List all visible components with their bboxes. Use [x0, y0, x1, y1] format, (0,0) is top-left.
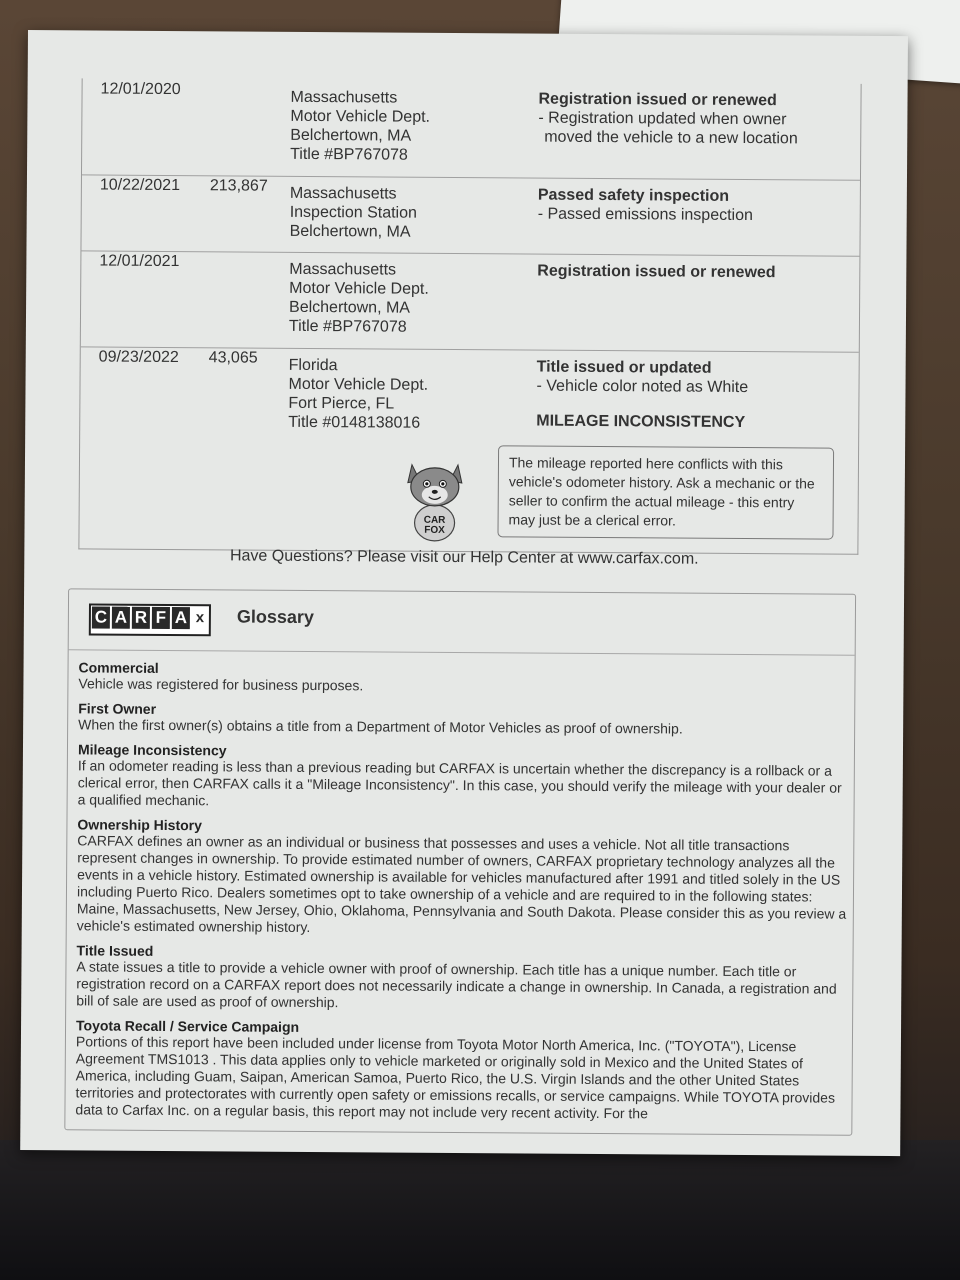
term-definition: CARFAX defines an owner as an individual or business that possesses and uses a vehicle. Not all title transactions represent changes in ownership. To provide estimated number of owners, CARFAX proprietary technology analyzes all the events in a vehicle history. Estimated ownership is available for vehicles manufactured after 1991 and titled solely in the US including Puerto Rico. Dealers sometimes opt to take ownership of a vehicle and are required to in the following states: Maine, Massachusetts, New Jersey, Ohio, Oklahoma, Pennsylvania and South Dakota. Please consider this as you review a vehicle's estimated ownership history.	[76, 832, 847, 935]
source-line: Belchertown, MA	[290, 126, 412, 145]
source-line: Motor Vehicle Dept.	[289, 279, 429, 298]
history-comments	[537, 262, 847, 283]
comment-detail: moved the vehicle to a new location	[544, 128, 798, 148]
comment-detail: - Registration updated when owner	[538, 109, 787, 129]
history-odometer: 213,867	[209, 177, 268, 195]
history-source	[290, 184, 418, 242]
term-name: Mileage Inconsistency	[77, 741, 227, 759]
glossary-term	[77, 816, 848, 939]
comment-heading: Registration issued or renewed	[538, 90, 777, 110]
carfox-mascot-icon	[397, 457, 472, 544]
term-definition: When the first owner(s) obtains a title from a Department of Motor Vehicles as proof of ownership.	[78, 716, 683, 737]
glossary-header	[69, 589, 855, 655]
history-comments	[538, 186, 848, 226]
term-name: Toyota Recall / Service Campaign	[75, 1017, 300, 1035]
carfax-report-page	[20, 30, 908, 1156]
history-source	[288, 356, 428, 433]
mascot-shirt-text: FOX	[424, 524, 445, 536]
source-line: Inspection Station	[289, 203, 417, 222]
comment-detail: - Passed emissions inspection	[537, 205, 754, 225]
history-row	[81, 174, 860, 256]
comment-heading: Title issued or updated	[536, 358, 712, 377]
source-line: Massachusetts	[289, 184, 397, 203]
source-line: Massachusetts	[290, 88, 398, 107]
history-date: 10/22/2021	[99, 176, 181, 195]
glossary-section	[64, 588, 856, 1135]
history-date: 12/01/2020	[100, 80, 181, 99]
term-name: First Owner	[78, 700, 157, 717]
history-comments	[536, 358, 847, 433]
history-source	[289, 260, 429, 337]
source-line: Title #BP767078	[288, 317, 407, 336]
history-row	[82, 78, 861, 180]
help-center-line: Have Questions? Please visit our Help Center at www.carfax.com.	[229, 547, 699, 568]
comment-detail: - Vehicle color noted as White	[536, 377, 749, 397]
source-line: Title #BP767078	[290, 145, 408, 164]
comment-heading: Passed safety inspection	[537, 186, 730, 205]
term-name: Ownership History	[77, 816, 202, 834]
glossary-term	[78, 700, 848, 738]
floor-background	[0, 1140, 960, 1280]
term-definition: A state issues a title to provide a vehicle owner with proof of ownership. Each title has a unique number. Each title or registration record on a CARFAX report does not necessarily indicate a change in ownership. In Canada, a registration and bill of sale are used as proof of ownership.	[76, 958, 837, 1011]
source-line: Florida	[288, 356, 338, 375]
history-date: 09/23/2022	[98, 348, 179, 367]
source-line: Fort Pierce, FL	[288, 394, 395, 413]
source-line: Belchertown, MA	[289, 222, 411, 241]
glossary-terms	[75, 659, 848, 1131]
logo-letter: R	[132, 607, 150, 629]
mascot-shirt-text: CAR	[423, 514, 446, 526]
term-definition: If an odometer reading is less than a previous reading but CARFAX is uncertain whether the discrepancy is a rollback or a clerical error, then CARFAX calls it a "Mileage Inconsistency". In this case, you should verify the mileage with your dealer or a qualified mechanic.	[77, 757, 842, 809]
logo-letter: A	[172, 607, 190, 629]
logo-letter: C	[92, 606, 110, 628]
history-odometer: 43,065	[208, 349, 258, 367]
history-comments	[538, 90, 848, 149]
glossary-term	[78, 741, 848, 813]
glossary-term	[76, 942, 846, 1014]
comment-heading: Registration issued or renewed	[537, 262, 776, 282]
term-definition: Portions of this report have been included under license from Toyota Motor North America, Inc. ("TOYOTA"), License Agreement TMS1013 . This data applies only to vehicle marketed or originally sold in Mexico and the United States of America, including Guam, Saipan, American Samoa, Puerto Rico, the U.S. Virgin Islands and the other United States territories and protectorates with currently open safety or emissions recalls, or service campaigns. While TOYOTA provides data to Carfax Inc. on a regular basis, this report may not include very recent activity. For the	[75, 1033, 836, 1122]
history-row	[81, 250, 860, 352]
mileage-alert-box: The mileage reported here conflicts with this vehicle's odometer history. Ask a mechanic or the seller to confirm the actual mileage - this entry may just be a clerical error.	[497, 445, 834, 539]
logo-letter: F	[152, 607, 170, 629]
history-source	[290, 88, 430, 165]
history-date: 12/01/2021	[99, 252, 180, 271]
source-line: Title #0148138016	[288, 413, 421, 432]
term-definition: Vehicle was registered for business purposes.	[78, 675, 364, 694]
logo-letter: A	[112, 607, 130, 629]
source-line: Motor Vehicle Dept.	[290, 107, 431, 126]
source-line: Belchertown, MA	[289, 298, 411, 317]
history-row	[79, 346, 858, 553]
glossary-title: Glossary	[236, 606, 315, 628]
glossary-term	[75, 1017, 846, 1123]
logo-letter: x	[192, 607, 208, 629]
vehicle-history-table	[78, 78, 861, 554]
term-name: Title Issued	[76, 942, 154, 959]
source-line: Motor Vehicle Dept.	[288, 375, 429, 394]
glossary-term	[78, 659, 848, 697]
mileage-alert-title: MILEAGE INCONSISTENCY	[536, 412, 746, 432]
source-line: Massachusetts	[289, 260, 397, 279]
term-name: Commercial	[78, 659, 159, 676]
carfax-logo	[89, 603, 211, 636]
